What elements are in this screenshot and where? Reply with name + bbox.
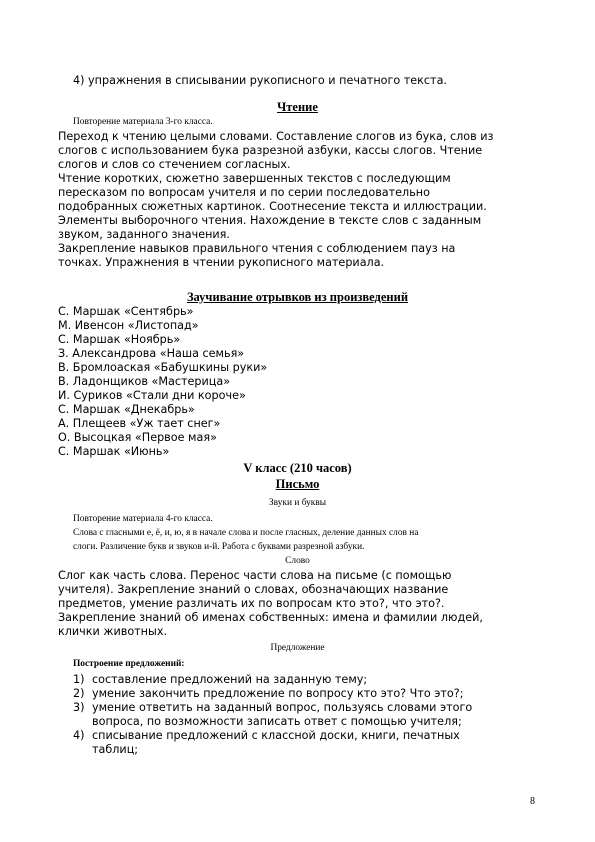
list-number: 4) — [73, 729, 85, 742]
list-item: В. Бромлоаская «Бабушкины руки» — [58, 361, 268, 374]
word-line: учителя). Закрепление знаний о словах, обозначающих название — [58, 583, 449, 596]
heading-grade5: V класс (210 часов) — [243, 461, 352, 475]
page-number: 8 — [530, 796, 535, 807]
list-item: О. Высоцкая «Первое мая» — [58, 431, 217, 444]
list-item: умение закончить предложение по вопросу кто это? Что это?; — [92, 687, 464, 700]
word-line: Закрепление знаний об именах собственных: имена и фамилии людей, — [58, 611, 483, 624]
heading-writing: Письмо — [275, 477, 320, 491]
reading-line: слогов с использованием бука разрезной азбуки, кассы слогов. Чтение — [58, 144, 483, 157]
reading-review: Повторение материала 3-го класса. — [73, 117, 213, 127]
reading-line: Переход к чтению целыми словами. Составление слогов из бука, слов из — [58, 130, 494, 143]
reading-line: Чтение коротких, сюжетно завершенных текстов с последующим — [58, 172, 451, 185]
list-item: А. Плещеев «Уж тает снег» — [58, 417, 221, 430]
top-line: 4) упражнения в списывании рукописного и печатного текста. — [73, 74, 447, 87]
list-item: С. Маршак «Ноябрь» — [58, 333, 181, 346]
sounds-line: слоги. Различение букв и звуков и-й. Работа с буквами разрезной азбуки. — [73, 542, 365, 552]
list-item: умение ответить на заданный вопрос, пользуясь словами этого — [92, 701, 473, 714]
list-number: 1) — [73, 673, 85, 686]
heading-reading: Чтение — [277, 100, 318, 114]
list-item: С. Маршак «Сентябрь» — [58, 305, 194, 318]
reading-line: пересказом по вопросам учителя и по серии последовательно — [58, 186, 430, 199]
list-number: 3) — [73, 701, 85, 714]
list-item: В. Ладонщиков «Мастерица» — [58, 375, 231, 388]
reading-line: точках. Упражнения в чтении рукописного материала. — [58, 256, 385, 269]
reading-line: Закрепление навыков правильного чтения с соблюдением пауз на — [58, 242, 456, 255]
grade5-review: Повторение материала 4-го класса. — [73, 514, 213, 524]
word-line: предметов, умение различать их по вопросам кто это?, что это?. — [58, 597, 445, 610]
list-item: таблиц; — [92, 743, 139, 756]
word-line: Слог как часть слова. Перенос части слова на письме (с помощью — [58, 569, 452, 582]
list-item: составление предложений на заданную тему; — [92, 673, 368, 686]
reading-line: Элементы выборочного чтения. Нахождение в тексте слов с заданным — [58, 214, 482, 227]
list-item: З. Александрова «Наша семья» — [58, 347, 245, 360]
reading-line: подобранных сюжетных картинок. Соотнесение текста и иллюстрации. — [58, 200, 487, 213]
sounds-line: Слова с гласными е, ё, и, ю, я в начале слова и после гласных, деление данных слов на — [73, 528, 419, 538]
reading-line: звуком, заданного значения. — [58, 228, 230, 241]
list-item: вопроса, по возможности записать ответ с помощью учителя; — [92, 715, 462, 728]
list-item: И. Суриков «Стали дни короче» — [58, 389, 246, 402]
heading-sounds: Звуки и буквы — [268, 498, 327, 508]
reading-line: слогов и слов со стечением согласных. — [58, 158, 291, 171]
list-number: 2) — [73, 687, 85, 700]
sentence-build: Построение предложений: — [73, 659, 185, 669]
list-item: С. Маршак «Июнь» — [58, 445, 170, 458]
heading-sentence: Предложение — [270, 643, 325, 653]
list-item: списывание предложений с классной доски, книги, печатных — [92, 729, 460, 742]
list-item: М. Ивенсон «Листопад» — [58, 319, 199, 332]
heading-memorize: Заучивание отрывков из произведений — [186, 290, 409, 304]
heading-word: Слово — [285, 556, 310, 566]
list-item: С. Маршак «Днекабрь» — [58, 403, 195, 416]
word-line: клички животных. — [58, 625, 168, 638]
